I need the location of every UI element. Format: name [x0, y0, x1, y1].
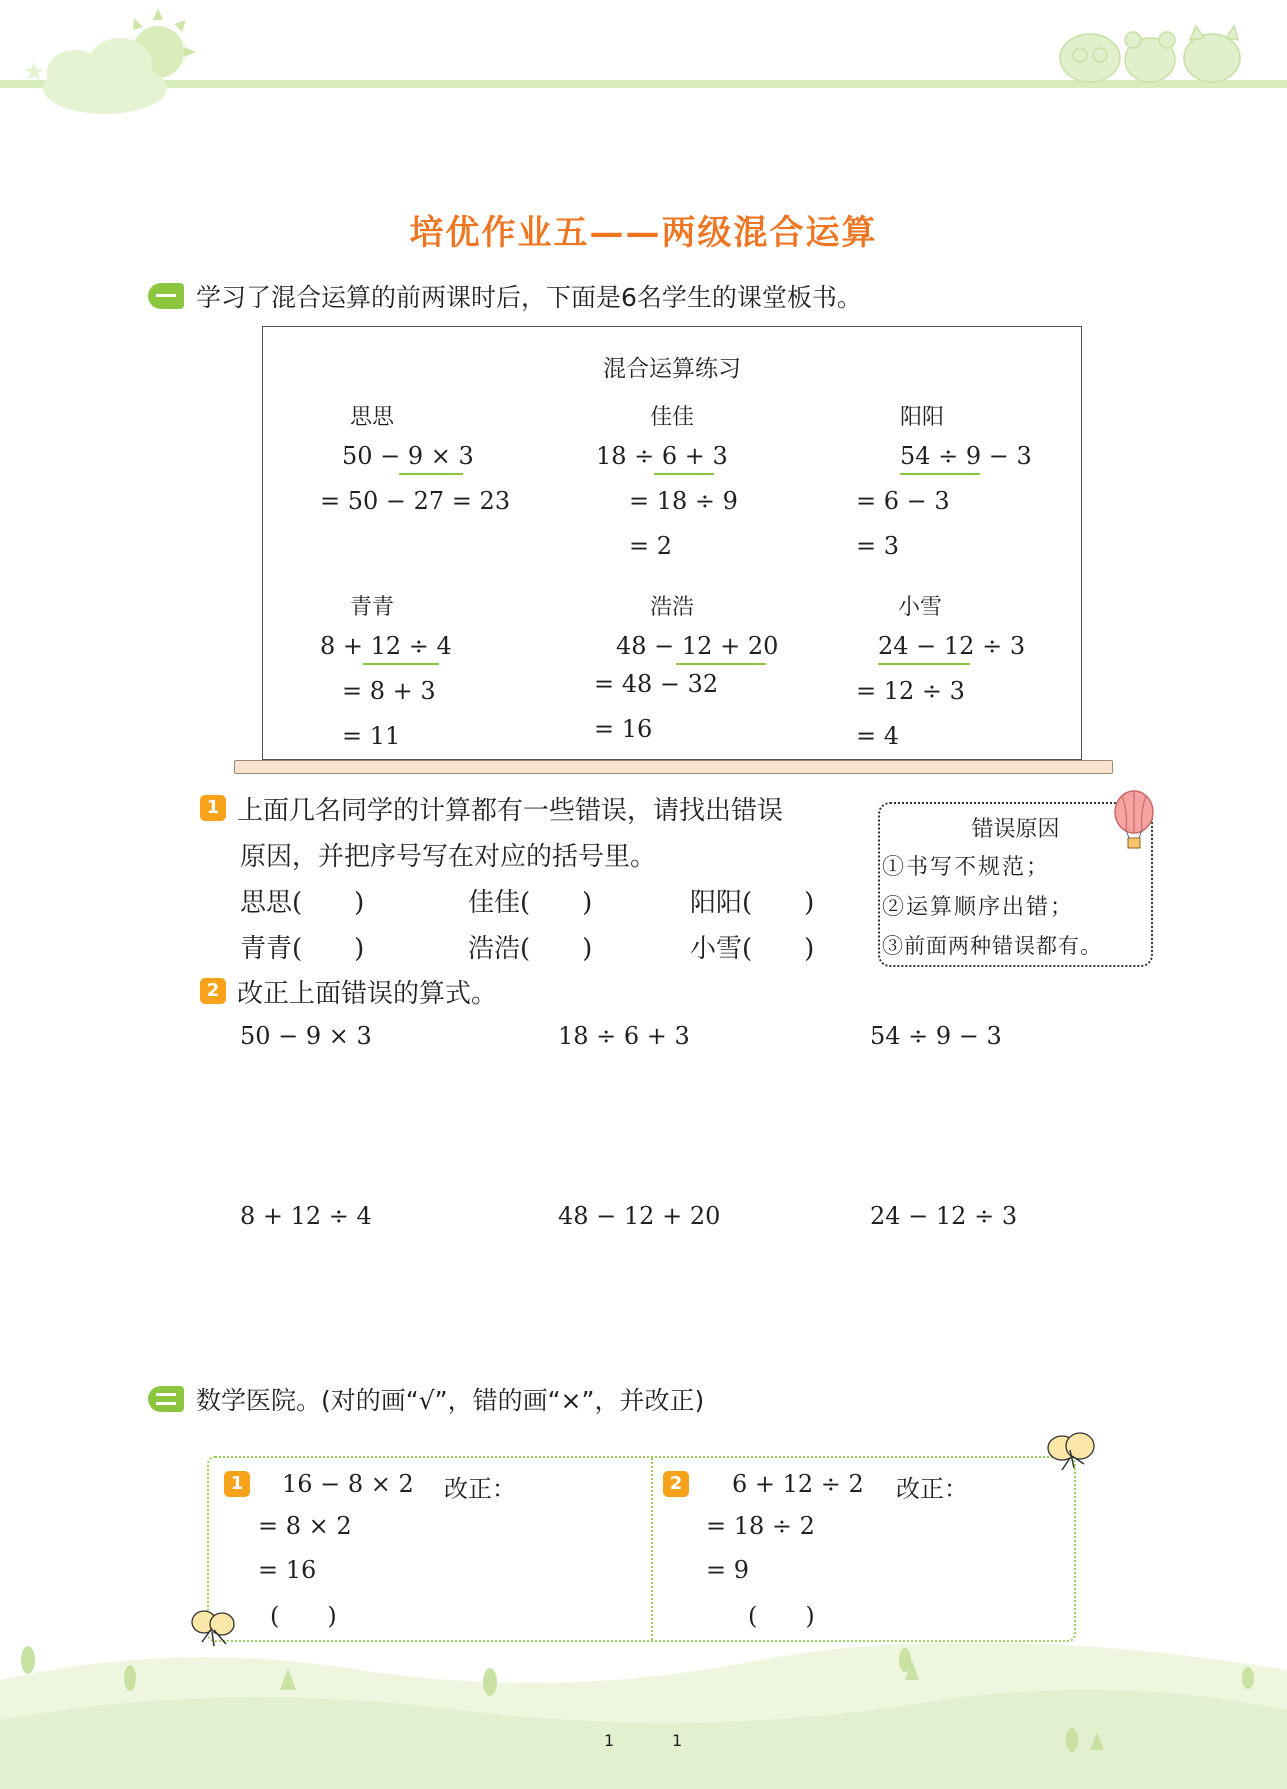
student-step: = 50 − 27 = 23	[320, 487, 511, 515]
student-step: = 11	[342, 722, 401, 750]
answer-blank-sisi[interactable]: 思思( )	[240, 888, 365, 918]
student-step: = 12 ÷ 3	[856, 677, 965, 705]
correction-expression: 18 ÷ 6 + 3	[558, 1022, 690, 1050]
correction-expression: 50 − 9 × 3	[240, 1022, 372, 1050]
student-name: 阳阳	[900, 405, 945, 430]
student-step: = 6 − 3	[856, 487, 950, 515]
judge-blank[interactable]: ( )	[270, 1602, 337, 1630]
underline-mark	[399, 473, 463, 475]
hospital-step: = 18 ÷ 2	[706, 1512, 815, 1540]
hospital-step: = 9	[706, 1556, 750, 1584]
student-expression: 54 ÷ 9 − 3	[900, 442, 1032, 470]
student-step: = 3	[856, 532, 900, 560]
answer-blank-jiajia[interactable]: 佳佳( )	[468, 888, 593, 918]
board-title: 混合运算练习	[603, 356, 741, 382]
fix-label: 改正：	[444, 1475, 516, 1503]
question-1-text-line1: 上面几名同学的计算都有一些错误，请找出错误	[237, 796, 784, 826]
student-step: = 48 − 32	[594, 670, 719, 698]
question-number-1: 1	[200, 795, 226, 821]
reason-item: ②运算顺序出错；	[882, 895, 1075, 920]
student-expression: 24 − 12 ÷ 3	[878, 632, 1026, 660]
answer-blank-xiaoxue[interactable]: 小雪( )	[690, 934, 815, 964]
correction-expression: 54 ÷ 9 − 3	[870, 1022, 1002, 1050]
question-1-text-line2: 原因，并把序号写在对应的括号里。	[240, 842, 657, 872]
hospital-item-number: 1	[224, 1471, 250, 1497]
student-expression: 18 ÷ 6 + 3	[596, 442, 728, 470]
answer-blank-yangyang[interactable]: 阳阳( )	[690, 888, 815, 918]
section-badge-2	[148, 1386, 184, 1412]
correction-expression: 48 − 12 + 20	[558, 1202, 721, 1230]
answer-blank-qingqing[interactable]: 青青( )	[240, 934, 365, 964]
butterfly-icon	[1044, 1428, 1100, 1478]
judge-blank[interactable]: ( )	[748, 1602, 815, 1630]
header-decoration	[0, 0, 1287, 130]
student-step: = 18 ÷ 9	[629, 487, 738, 515]
student-expression: 8 + 12 ÷ 4	[320, 632, 452, 660]
hospital-item-number: 2	[663, 1471, 689, 1497]
student-step: = 16	[594, 715, 653, 743]
reason-item: ①书写不规范；	[882, 855, 1051, 880]
question-2-text: 改正上面错误的算式。	[237, 979, 498, 1009]
error-reasons-title: 错误原因	[971, 817, 1060, 842]
star-icon	[24, 62, 44, 80]
student-name: 佳佳	[650, 405, 695, 430]
fix-label: 改正：	[896, 1475, 968, 1503]
page-title: 培优作业五——两级混合运算	[409, 213, 878, 253]
student-expression: 48 − 12 + 20	[616, 632, 779, 660]
hospital-step: = 8 × 2	[258, 1512, 352, 1540]
correction-expression: 24 − 12 ÷ 3	[870, 1202, 1018, 1230]
student-name: 青青	[350, 595, 395, 620]
section-badge-1	[148, 283, 184, 309]
hot-air-balloon-icon	[1112, 790, 1162, 852]
footer-hills	[0, 1620, 1287, 1789]
section-2-prompt: 数学医院。(对的画“√”，错的画“×”，并改正)	[196, 1386, 705, 1415]
underline-mark	[654, 473, 714, 475]
student-name: 小雪	[898, 595, 943, 620]
hospital-expression: 16 − 8 × 2	[282, 1470, 414, 1498]
student-step: = 8 + 3	[342, 677, 436, 705]
question-number-2: 2	[200, 978, 226, 1004]
answer-blank-haohao[interactable]: 浩浩( )	[468, 934, 593, 964]
math-hospital-divider	[651, 1458, 653, 1640]
student-expression: 50 − 9 × 3	[342, 442, 474, 470]
page-number: 1	[672, 1731, 683, 1750]
student-step: = 4	[856, 722, 900, 750]
underline-mark	[363, 663, 439, 665]
underline-mark	[676, 663, 766, 665]
page-number: 1	[604, 1731, 615, 1750]
blackboard-ledge	[234, 760, 1113, 774]
student-step: = 2	[629, 532, 673, 560]
student-name: 浩浩	[650, 595, 695, 620]
underline-mark	[878, 663, 970, 665]
section-1-prompt: 学习了混合运算的前两课时后，下面是6名学生的课堂板书。	[196, 283, 862, 312]
underline-mark	[900, 473, 980, 475]
animal-faces-icon	[1060, 26, 1240, 82]
hospital-step: = 16	[258, 1556, 317, 1584]
student-name: 思思	[350, 405, 395, 430]
hospital-expression: 6 + 12 ÷ 2	[732, 1470, 864, 1498]
correction-expression: 8 + 12 ÷ 4	[240, 1202, 372, 1230]
reason-item: ③前面两种错误都有。	[882, 934, 1102, 958]
